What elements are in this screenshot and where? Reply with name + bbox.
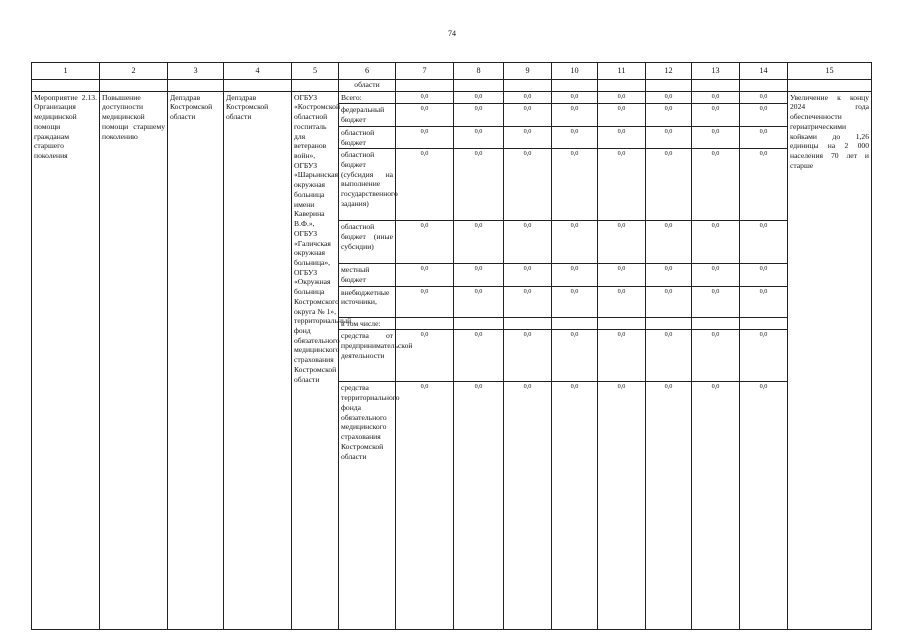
value-cell: 0,0: [598, 149, 646, 221]
value-cell: 0,0: [396, 264, 454, 286]
value-cell: 0,0: [692, 104, 740, 126]
page-number: 74: [448, 29, 456, 38]
column-header: 15: [788, 63, 872, 80]
value-cell: 0,0: [692, 126, 740, 148]
value-cell: 0,0: [396, 104, 454, 126]
value-cell: 0,0: [740, 149, 788, 221]
value-cell: 0,0: [396, 330, 454, 382]
value-cell: [692, 317, 740, 330]
value-cell: [740, 317, 788, 330]
value-cell: 0,0: [454, 330, 504, 382]
column-header: 5: [292, 63, 339, 80]
value-cell: 0,0: [552, 330, 598, 382]
table-row: [32, 91, 872, 104]
value-cell: [646, 317, 692, 330]
column-header: 10: [552, 63, 598, 80]
value-cell: 0,0: [396, 149, 454, 221]
value-cell: 0,0: [740, 126, 788, 148]
value-cell: 0,0: [692, 330, 740, 382]
coordinator-cell: Депздрав Костромской области: [168, 91, 224, 630]
value-cell: 0,0: [646, 330, 692, 382]
funding-source-label: Всего:: [339, 91, 396, 104]
value-cell: 0,0: [646, 104, 692, 126]
value-cell: 0,0: [692, 91, 740, 104]
value-cell: 0,0: [504, 286, 552, 317]
value-cell: 0,0: [504, 149, 552, 221]
column-header: 13: [692, 63, 740, 80]
value-cell: 0,0: [396, 382, 454, 630]
value-cell: 0,0: [504, 264, 552, 286]
value-cell: [598, 317, 646, 330]
column-header: 7: [396, 63, 454, 80]
column-header: 11: [598, 63, 646, 80]
value-cell: 0,0: [740, 91, 788, 104]
value-cell: 0,0: [740, 382, 788, 630]
funding-source-label: федеральный бюджет: [339, 104, 396, 126]
value-cell: 0,0: [646, 264, 692, 286]
value-cell: 0,0: [454, 286, 504, 317]
responsible-cell: Депздрав Костромской области: [224, 91, 292, 630]
value-cell: 0,0: [454, 264, 504, 286]
value-cell: 0,0: [552, 91, 598, 104]
value-cell: 0,0: [454, 126, 504, 148]
value-cell: 0,0: [692, 264, 740, 286]
value-cell: 0,0: [740, 264, 788, 286]
column-header: 3: [168, 63, 224, 80]
value-cell: 0,0: [504, 91, 552, 104]
column-header: 14: [740, 63, 788, 80]
funding-source-label: местный бюджет: [339, 264, 396, 286]
column-header: 9: [504, 63, 552, 80]
funding-source-label: областной бюджет: [339, 126, 396, 148]
carry-over-label: области: [339, 80, 396, 92]
value-cell: 0,0: [598, 286, 646, 317]
carry-over-row: [32, 80, 872, 92]
value-cell: 0,0: [504, 221, 552, 264]
column-header: 4: [224, 63, 292, 80]
value-cell: 0,0: [504, 382, 552, 630]
funding-source-label: в том числе:: [339, 317, 396, 330]
value-cell: 0,0: [396, 221, 454, 264]
executors-cell: ОГБУЗ «Костромской областной госпиталь для ветеранов войн», ОГБУЗ «Шарьинская окружная больница имени Каверина В.Ф.», ОГБУЗ «Галичская окружная больница», ОГБУЗ «Окружная больница Костромского округа № 1», территориальный фонд обязательного медицинского страхования Костромской области: [292, 91, 339, 630]
value-cell: 0,0: [552, 104, 598, 126]
value-cell: 0,0: [598, 382, 646, 630]
value-cell: 0,0: [454, 91, 504, 104]
value-cell: 0,0: [740, 104, 788, 126]
value-cell: 0,0: [598, 91, 646, 104]
value-cell: [454, 317, 504, 330]
value-cell: 0,0: [646, 221, 692, 264]
expected-result-cell: Увеличение к концу 2024 года обеспеченности гериатрическими койками до 1,26 единицы на 2 000 населения 70 лет и старше: [788, 91, 872, 630]
value-cell: 0,0: [646, 126, 692, 148]
value-cell: 0,0: [552, 264, 598, 286]
value-cell: 0,0: [454, 104, 504, 126]
header-row: [32, 63, 872, 80]
value-cell: 0,0: [646, 149, 692, 221]
value-cell: 0,0: [396, 286, 454, 317]
value-cell: [552, 317, 598, 330]
value-cell: 0,0: [646, 286, 692, 317]
value-cell: 0,0: [552, 382, 598, 630]
value-cell: 0,0: [646, 91, 692, 104]
value-cell: 0,0: [740, 221, 788, 264]
funding-source-label: средства территориального фонда обязательного медицинского страхования Костромской области: [339, 382, 396, 630]
column-header: 12: [646, 63, 692, 80]
value-cell: 0,0: [552, 149, 598, 221]
funding-source-label: внебюджетные источники,: [339, 286, 396, 317]
value-cell: 0,0: [552, 126, 598, 148]
value-cell: 0,0: [454, 382, 504, 630]
value-cell: 0,0: [504, 330, 552, 382]
funding-source-label: областной бюджет (иные субсидии): [339, 221, 396, 264]
funding-source-label: областной бюджет (субсидия на выполнение государственного задания): [339, 149, 396, 221]
value-cell: 0,0: [598, 126, 646, 148]
value-cell: [504, 317, 552, 330]
value-cell: 0,0: [598, 330, 646, 382]
activity-name-cell: Мероприятие 2.13. Организация медицинской помощи гражданам старшего поколения: [32, 91, 100, 630]
value-cell: 0,0: [598, 264, 646, 286]
column-header: 6: [339, 63, 396, 80]
column-header: 2: [100, 63, 168, 80]
financing-table: [31, 62, 872, 630]
column-header: 8: [454, 63, 504, 80]
value-cell: 0,0: [454, 149, 504, 221]
value-cell: 0,0: [646, 382, 692, 630]
value-cell: 0,0: [552, 221, 598, 264]
value-cell: 0,0: [692, 149, 740, 221]
value-cell: 0,0: [692, 221, 740, 264]
value-cell: 0,0: [740, 330, 788, 382]
value-cell: 0,0: [740, 286, 788, 317]
goal-cell: Повышение доступности медицинской помощи старшему поколению: [100, 91, 168, 630]
value-cell: 0,0: [598, 104, 646, 126]
value-cell: 0,0: [396, 91, 454, 104]
value-cell: 0,0: [454, 221, 504, 264]
funding-source-label: средства от предпринимательской деятельности: [339, 330, 396, 382]
value-cell: 0,0: [692, 286, 740, 317]
value-cell: 0,0: [598, 221, 646, 264]
value-cell: 0,0: [504, 126, 552, 148]
column-header: 1: [32, 63, 100, 80]
value-cell: [396, 317, 454, 330]
value-cell: 0,0: [504, 104, 552, 126]
value-cell: 0,0: [552, 286, 598, 317]
value-cell: 0,0: [396, 126, 454, 148]
value-cell: 0,0: [692, 382, 740, 630]
